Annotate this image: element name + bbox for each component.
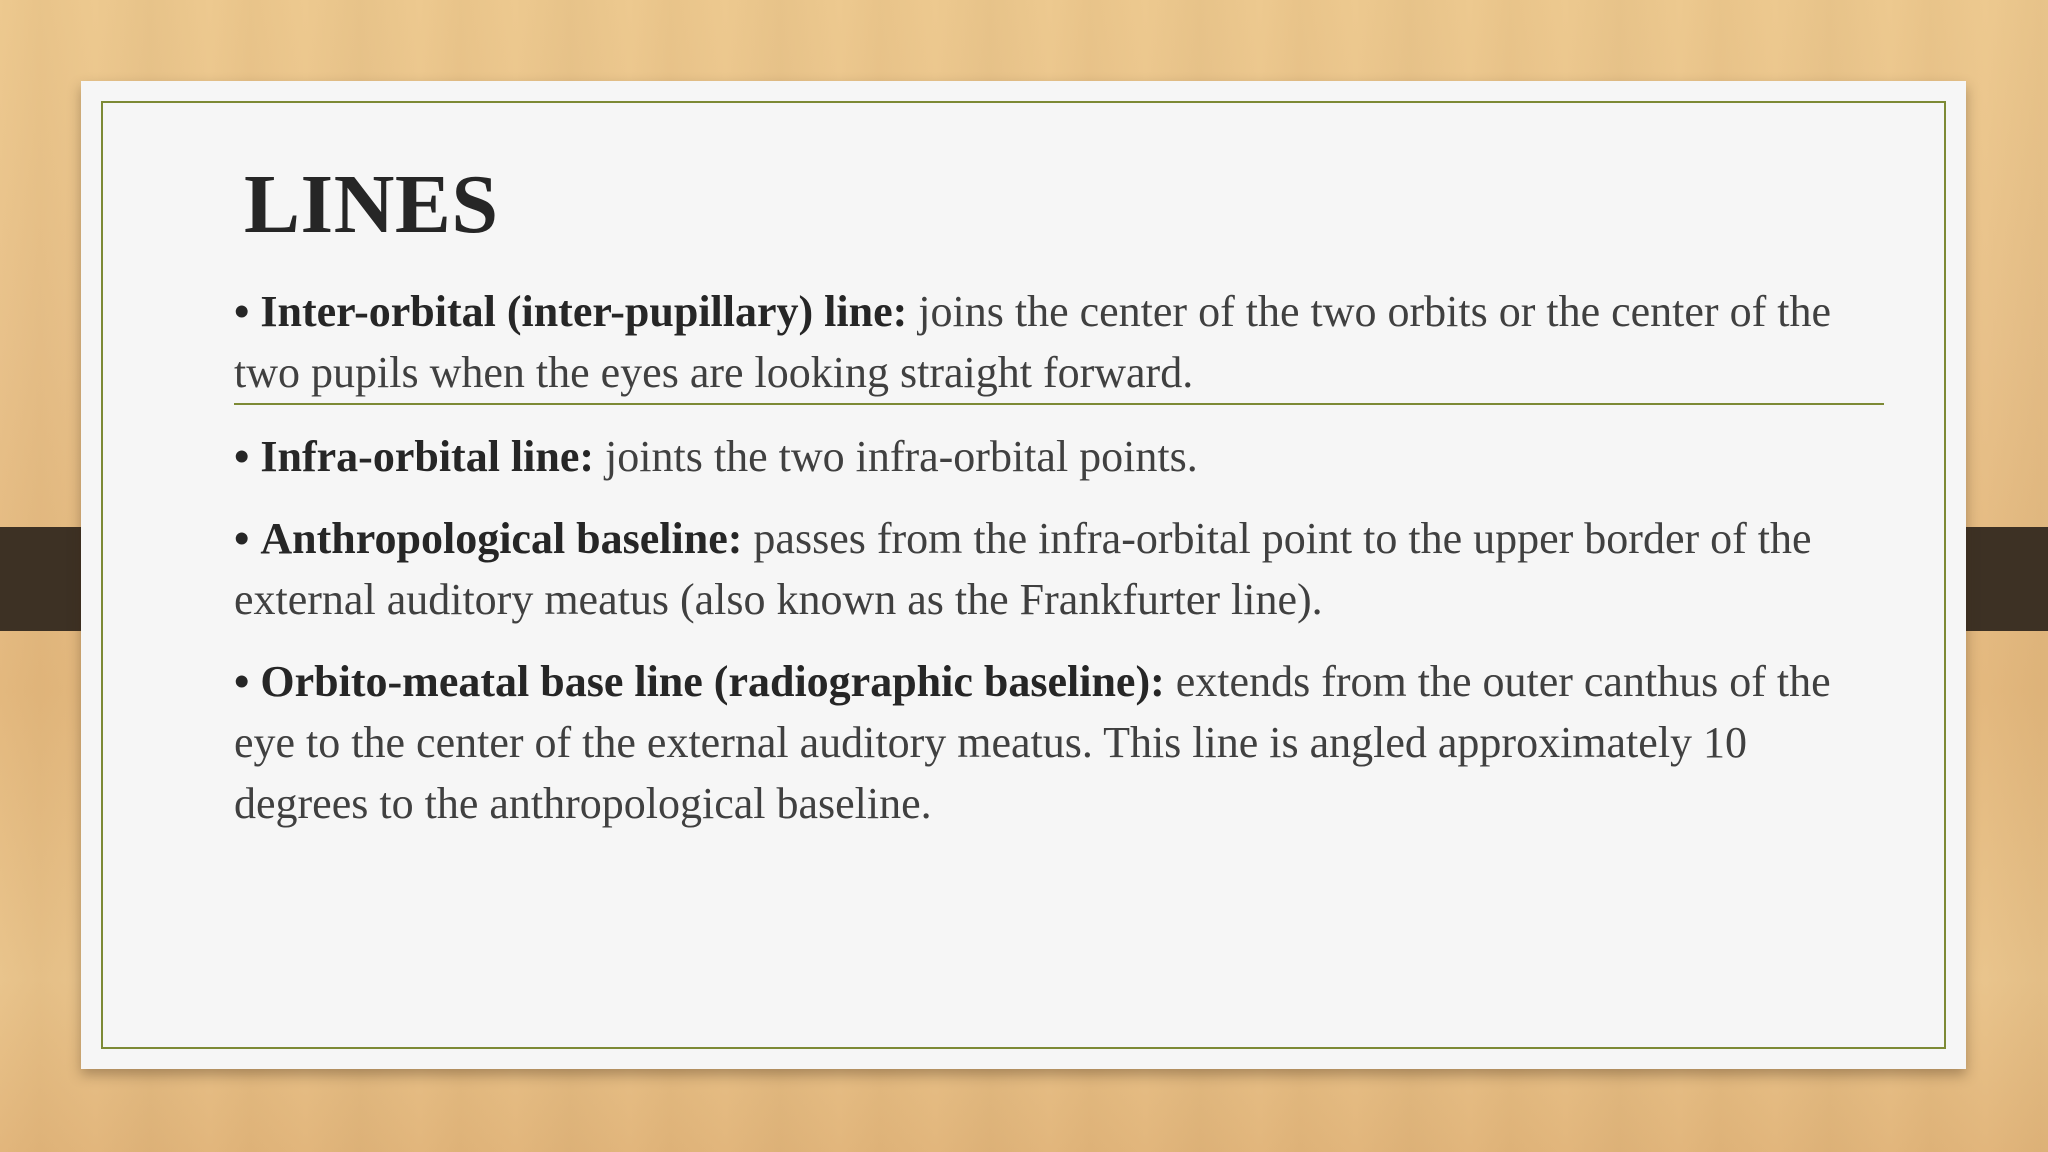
bullet-term: Inter-orbital (inter-pupillary) line: <box>260 287 908 336</box>
bullet-item-infra-orbital-line <box>234 426 1884 487</box>
bullet-dot: • <box>234 514 250 563</box>
bullet-item-inter-orbital-line <box>234 281 1884 405</box>
bullet-term: Anthropological baseline: <box>260 514 743 563</box>
bullet-term: Orbito-meatal base line (radiographic baseline): <box>260 657 1165 706</box>
slide-title: LINES <box>244 158 499 251</box>
bullet-dot: • <box>234 657 250 706</box>
bullet-text: joints the two infra-orbital points. <box>594 432 1198 481</box>
bullet-item-orbito-meatal-base-line <box>234 651 1884 834</box>
bullet-dot: • <box>234 432 250 481</box>
bullet-text: joins the center of the two orbits or the center of the two pupils when the eyes are looking straight forward. <box>234 287 1831 397</box>
bullet-list <box>234 281 1884 855</box>
bullet-term: Infra-orbital line: <box>260 432 595 481</box>
bullet-dot: • <box>234 287 250 336</box>
bullet-item-anthropological-baseline <box>234 508 1884 630</box>
slide-card <box>81 81 1966 1069</box>
bullet-text: extends from the outer canthus of the eye to the center of the external auditory meatus. This line is angled approximately 10 degrees to the anthropological baseline. <box>234 657 1831 828</box>
bullet-text: passes from the infra-orbital point to the upper border of the external auditory meatus (also known as the Frankfurter line). <box>234 514 1812 624</box>
